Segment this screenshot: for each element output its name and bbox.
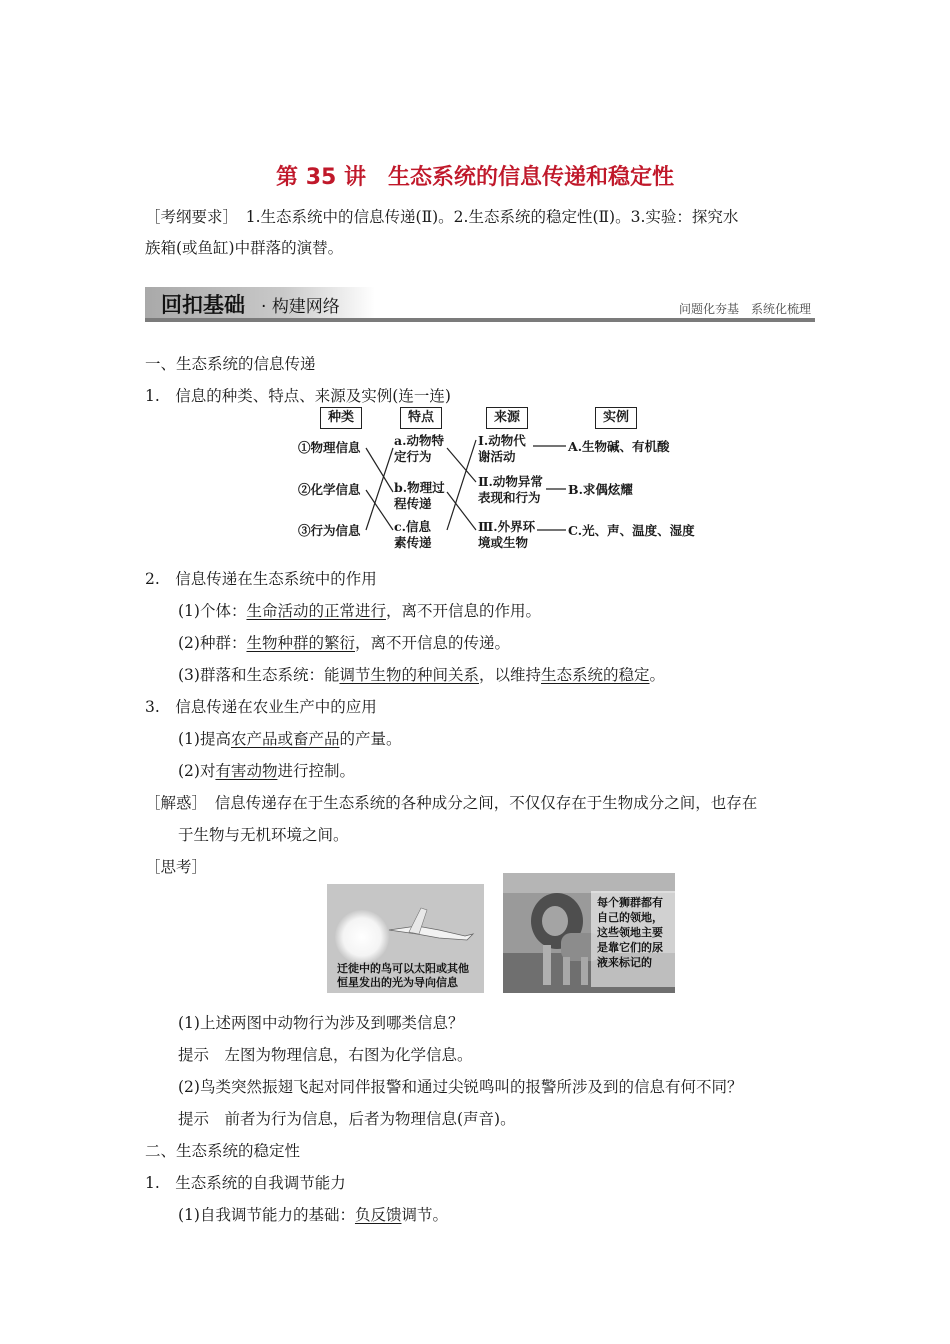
- section-banner: [145, 287, 815, 323]
- banner-rule: [145, 318, 815, 322]
- item2-individual-answer: 生命活动的正常进行: [246, 602, 386, 620]
- basis-answer: 负反馈: [354, 1206, 402, 1224]
- banner-dot: ·: [261, 297, 267, 317]
- item2-population: [178, 631, 510, 653]
- feature-c-line1: c.信息: [394, 519, 431, 534]
- basis-pre: (1)自我调节能力的基础：: [178, 1206, 355, 1224]
- item2-community-pre: (3)群落和生态系统：能: [178, 666, 340, 684]
- header-example: 实例: [595, 407, 637, 429]
- source-III: [478, 519, 535, 551]
- lion-caption: [597, 895, 663, 970]
- item3-control: [178, 759, 355, 781]
- item2-population-pre: (2)种群：: [178, 634, 247, 652]
- feature-a-line2: 定行为: [394, 449, 432, 464]
- bird-caption-line2: 恒星发出的光为导向信息: [337, 976, 458, 989]
- clarify-line2: 于生物与无机环境之间。: [178, 826, 349, 844]
- item3-yield-pre: (1)提高: [178, 730, 231, 748]
- item3-yield-answer: 农产品或畜产品: [230, 730, 340, 748]
- kind-chemical: ②化学信息: [298, 482, 361, 497]
- item2-community: [178, 663, 665, 685]
- link-physical-to-b: [366, 448, 393, 492]
- think-label: ［思考］: [145, 858, 208, 876]
- item3-yield: [178, 727, 402, 749]
- section2-item1-basis: [178, 1203, 448, 1225]
- source-I-line2: 谢活动: [478, 449, 516, 464]
- lion-caption-line2: 自己的领地，: [597, 911, 663, 924]
- banner-right-text: 问题化夯基 系统化梳理: [678, 302, 811, 316]
- source-I-line1: Ⅰ.动物代: [478, 433, 526, 448]
- link-chemical-to-c: [366, 490, 393, 530]
- feature-c: [394, 519, 432, 551]
- item3-control-post: 进行控制。: [277, 762, 355, 780]
- header-source: 来源: [486, 407, 528, 429]
- section1-heading: 一、生态系统的信息传递: [145, 355, 316, 373]
- banner-title: 回扣基础: [161, 293, 245, 317]
- question-1: (1)上述两图中动物行为涉及到哪类信息？: [178, 1014, 464, 1032]
- source-II-line2: 表现和行为: [478, 490, 541, 505]
- clarify-line1: ［解惑］ 信息传递存在于生态系统的各种成分之间，不仅仅存在于生物成分之间，也存在: [145, 794, 758, 812]
- lion-photo: [503, 873, 675, 993]
- kind-behavior: ③行为信息: [298, 523, 361, 538]
- section2-item1: 1. 生态系统的自我调节能力: [145, 1174, 346, 1192]
- example-C: C.光、声、温度、湿度: [568, 523, 695, 538]
- section1-item3: 3. 信息传递在农业生产中的应用: [145, 698, 377, 716]
- item2-community-answer1: 调节生物的种间关系: [339, 666, 479, 684]
- lion-caption-line1: 每个狮群都有: [597, 896, 663, 909]
- item2-individual-pre: (1)个体：: [178, 602, 247, 620]
- source-II: [478, 474, 543, 506]
- item3-control-answer: 有害动物: [215, 762, 278, 780]
- example-B: B.求偶炫耀: [568, 482, 633, 497]
- lion-caption-line3: 这些领地主要: [597, 926, 663, 939]
- question-2: (2)鸟类突然振翅飞起对同伴报警和通过尖锐鸣叫的报警所涉及到的信息有何不同？: [178, 1078, 743, 1096]
- lion-caption-line5: 液来标记的: [597, 956, 652, 969]
- exam-requirements-line2: 族箱(或鱼缸)中群落的演替。: [145, 239, 344, 257]
- banner-tab: [145, 287, 375, 318]
- exam-requirements-line1: ［考纲要求］ 1.生态系统中的信息传递(Ⅱ)。2.生态系统的稳定性(Ⅱ)。3.实验：探究水: [145, 208, 739, 226]
- header-kind: 种类: [320, 407, 362, 429]
- feature-c-line2: 素传递: [394, 535, 432, 550]
- page-title: 第 35 讲 生态系统的信息传递和稳定性: [276, 165, 674, 190]
- example-A: A.生物碱、有机酸: [568, 439, 670, 454]
- banner-subtitle: [261, 292, 340, 317]
- header-feature: 特点: [400, 407, 442, 429]
- answer-1: 提示 左图为物理信息，右图为化学信息。: [178, 1046, 473, 1064]
- section1-item2: 2. 信息传递在生态系统中的作用: [145, 570, 377, 588]
- item2-community-post: 。: [649, 666, 666, 684]
- feature-a: [394, 433, 444, 465]
- item2-individual: [178, 599, 541, 621]
- kind-physical: ①物理信息: [298, 440, 361, 455]
- source-III-line1: Ⅲ.外界环: [478, 519, 536, 534]
- link-behavior-to-a: [366, 448, 393, 530]
- basis-post: 调节。: [401, 1206, 448, 1224]
- source-I: [478, 433, 526, 465]
- item2-individual-post: ，离不开信息的作用。: [385, 602, 541, 620]
- item3-yield-post: 的产量。: [339, 730, 402, 748]
- link-b-to-III: [447, 492, 476, 530]
- feature-b: [394, 480, 445, 512]
- item3-control-pre: (2)对: [178, 762, 216, 780]
- section1-item1: 1. 信息的种类、特点、来源及实例(连一连): [145, 387, 451, 405]
- matching-diagram: [290, 400, 710, 560]
- item2-population-post: ，离不开信息的传递。: [354, 634, 510, 652]
- source-III-line2: 境或生物: [478, 535, 529, 550]
- item2-community-mid: ，以维持: [478, 666, 541, 684]
- bird-caption: [337, 962, 469, 990]
- bird-photo: [327, 884, 484, 993]
- feature-b-line1: b.物理过: [394, 480, 445, 495]
- sun-icon: [335, 910, 389, 964]
- source-II-line1: Ⅱ.动物异常: [478, 474, 543, 489]
- feature-b-line2: 程传递: [394, 496, 432, 511]
- lion-caption-line4: 是靠它们的尿: [597, 941, 663, 954]
- bird-caption-line1: 迁徙中的鸟可以太阳或其他: [337, 962, 469, 975]
- banner-sub-text: 构建网络: [271, 297, 340, 317]
- answer-2: 提示 前者为行为信息，后者为物理信息(声音)。: [178, 1110, 516, 1128]
- section2-heading: 二、生态系统的稳定性: [145, 1142, 301, 1160]
- feature-a-line1: a.动物特: [394, 433, 444, 448]
- item2-population-answer: 生物种群的繁衍: [246, 634, 355, 652]
- item2-community-answer2: 生态系统的稳定: [541, 666, 650, 684]
